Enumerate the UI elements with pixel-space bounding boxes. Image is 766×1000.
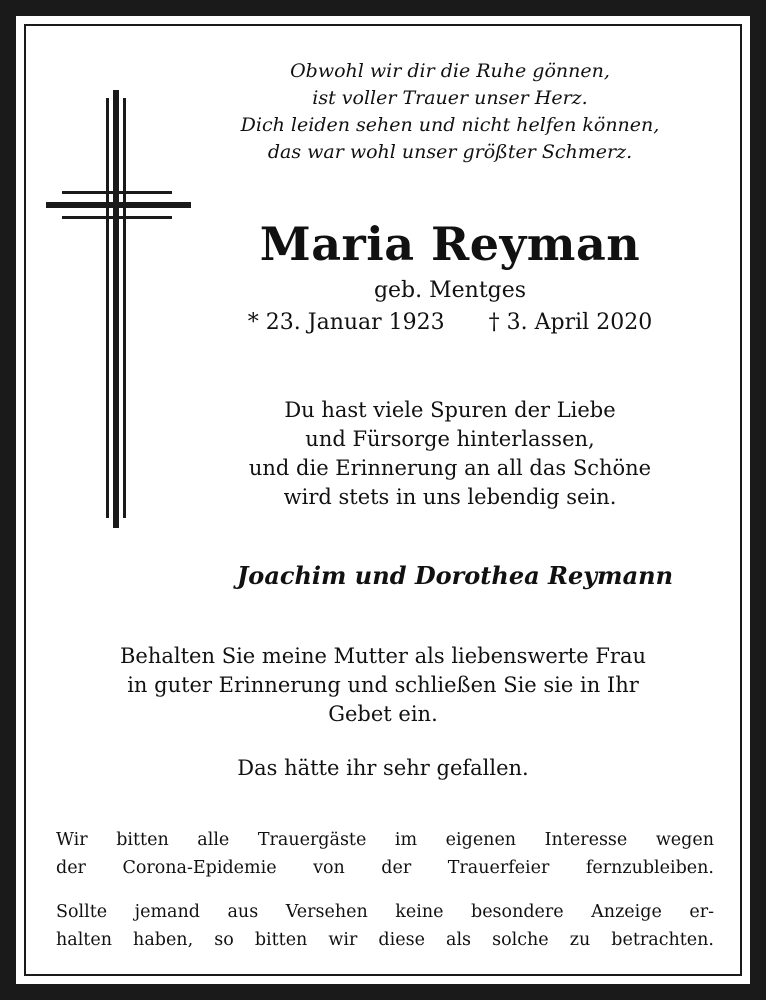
mourners-names: Joachim und Dorothea Reymann xyxy=(236,561,674,590)
poem-line: ist voller Trauer unser Herz. xyxy=(312,87,588,109)
notice-line: Wir bitten alle Trauergäste im eigenen Interesse wegen xyxy=(56,830,714,850)
poem-line: Obwohl wir dir die Ruhe gönnen, xyxy=(290,60,610,82)
tribute-line: wird stets in uns lebendig sein. xyxy=(283,485,617,509)
death-date: † 3. April 2020 xyxy=(488,310,653,335)
poem-line: Dich leiden sehen und nicht helfen können, xyxy=(240,114,660,136)
closing-sentence: Das hätte ihr sehr gefallen. xyxy=(237,756,529,780)
notice-line: halten haben, so bitten wir diese als solche zu betrachten. xyxy=(56,930,714,950)
request-line: in guter Erinnerung und schließen Sie sie in Ihr xyxy=(127,673,639,697)
poem xyxy=(210,58,690,166)
tribute-line: und Fürsorge hinterlassen, xyxy=(305,427,595,451)
birth-date: * 23. Januar 1923 xyxy=(247,310,445,335)
remembrance-request xyxy=(50,642,716,729)
notice-line: der Corona-Epidemie von der Trauerfeier fernzubleiben. xyxy=(56,858,714,878)
corona-notice xyxy=(56,826,714,882)
tribute-line: Du hast viele Spuren der Liebe xyxy=(284,398,616,422)
request-line: Gebet ein. xyxy=(328,702,438,726)
tribute-line: und die Erinnerung an all das Schöne xyxy=(248,456,652,480)
announcement-notice xyxy=(56,898,714,954)
maiden-name: geb. Mentges xyxy=(373,278,527,303)
deceased-name: Maria Reyman xyxy=(259,217,641,271)
tribute-text xyxy=(200,396,700,512)
poem-line: das war wohl unser größter Schmerz. xyxy=(267,141,633,163)
life-dates xyxy=(210,308,690,338)
cross-icon xyxy=(40,90,200,535)
request-line: Behalten Sie meine Mutter als liebenswerte Frau xyxy=(120,644,646,668)
notice-line: Sollte jemand aus Versehen keine besondere Anzeige er- xyxy=(56,902,714,922)
